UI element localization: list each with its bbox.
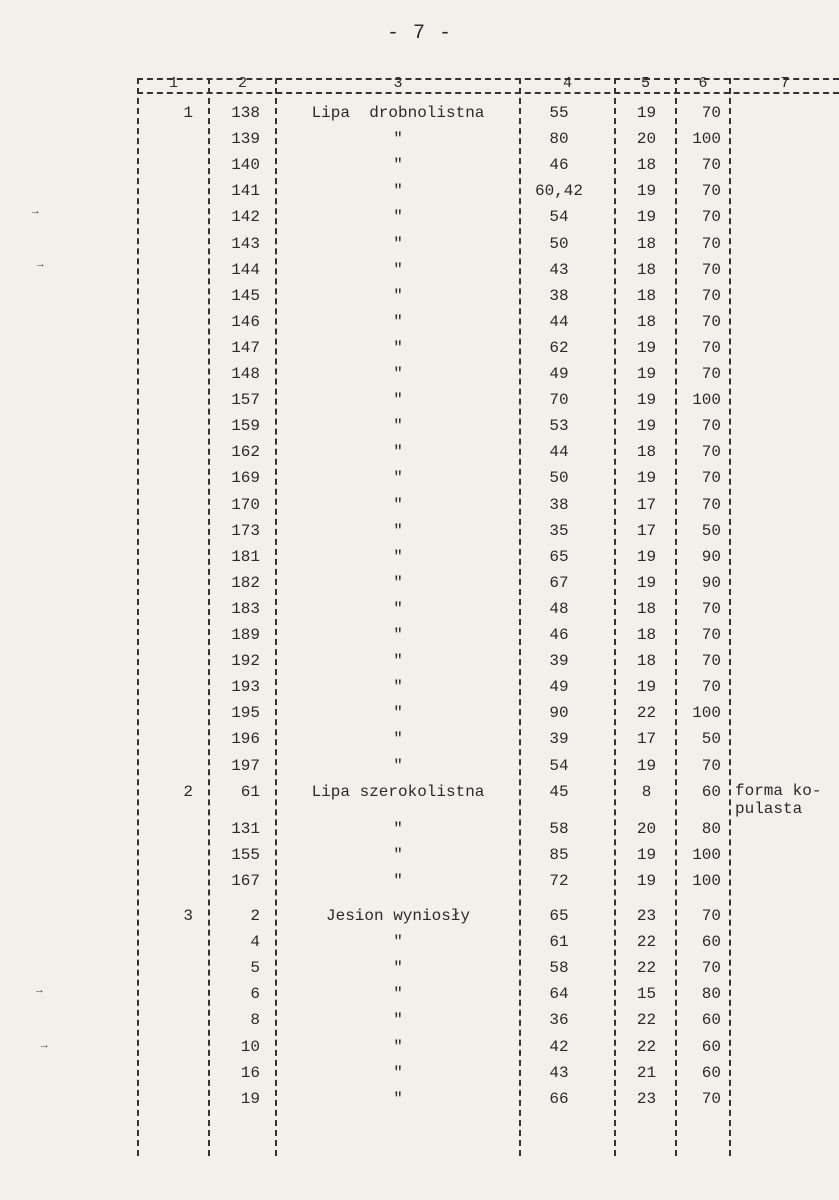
height-cell: 17 (636, 496, 657, 514)
condition-cell: 70 (701, 443, 721, 461)
tree-number-cell: 16 (240, 1064, 260, 1082)
condition-cell: 90 (701, 574, 721, 592)
circumference-cell: 50 (549, 235, 569, 253)
page-number: - 7 - (386, 22, 452, 45)
circumference-cell: 48 (549, 600, 569, 618)
height-cell: 18 (636, 156, 657, 174)
tree-number-cell: 155 (231, 846, 260, 864)
circumference-cell: 61 (549, 933, 569, 951)
condition-cell: 100 (692, 846, 721, 864)
circumference-cell: 58 (549, 959, 569, 977)
height-cell: 19 (636, 417, 657, 435)
species-cell: " (393, 522, 403, 540)
circumference-cell: 46 (549, 626, 569, 644)
species-cell: " (393, 730, 403, 748)
tree-number-cell: 145 (231, 287, 260, 305)
species-cell: Lipa drobnolistna (311, 104, 485, 122)
height-cell: 18 (636, 626, 657, 644)
circumference-cell: 54 (549, 208, 569, 226)
circumference-cell: 64 (549, 985, 569, 1003)
circumference-cell: 50 (549, 469, 569, 487)
condition-cell: 70 (701, 313, 721, 331)
height-cell: 19 (636, 548, 657, 566)
column-divider (137, 78, 139, 1156)
column-header-7: 7 (780, 75, 790, 92)
column-divider (208, 78, 210, 1156)
circumference-cell: 49 (549, 678, 569, 696)
condition-cell: 80 (701, 820, 721, 838)
group-number-cell: 2 (183, 783, 193, 801)
tree-number-cell: 146 (231, 313, 260, 331)
height-cell: 19 (636, 469, 657, 487)
species-cell: " (393, 130, 403, 148)
height-cell: 23 (636, 907, 657, 925)
height-cell: 19 (636, 391, 657, 409)
condition-cell: 90 (701, 548, 721, 566)
circumference-cell: 70 (549, 391, 569, 409)
circumference-cell: 80 (549, 130, 569, 148)
circumference-cell: 39 (549, 730, 569, 748)
column-header-5: 5 (640, 75, 650, 92)
tree-number-cell: 159 (231, 417, 260, 435)
circumference-cell: 42 (549, 1038, 569, 1056)
species-cell: " (393, 820, 403, 838)
tree-number-cell: 147 (231, 339, 260, 357)
condition-cell: 70 (701, 417, 721, 435)
height-cell: 22 (636, 959, 657, 977)
height-cell: 21 (636, 1064, 657, 1082)
column-header-2: 2 (237, 75, 247, 92)
circumference-cell: 65 (549, 548, 569, 566)
species-cell: Lipa szerokolistna (311, 783, 485, 801)
height-cell: 19 (636, 872, 657, 890)
species-cell: " (393, 443, 403, 461)
circumference-cell: 54 (549, 757, 569, 775)
condition-cell: 70 (701, 600, 721, 618)
margin-mark: → (41, 1040, 48, 1052)
tree-number-cell: 143 (231, 235, 260, 253)
species-cell: " (393, 339, 403, 357)
height-cell: 19 (636, 104, 657, 122)
height-cell: 15 (636, 985, 657, 1003)
height-cell: 20 (636, 130, 657, 148)
tree-number-cell: 4 (250, 933, 260, 951)
species-cell: " (393, 469, 403, 487)
height-cell: 18 (636, 652, 657, 670)
condition-cell: 70 (701, 959, 721, 977)
height-cell: 22 (636, 933, 657, 951)
margin-mark: → (36, 985, 43, 997)
condition-cell: 80 (701, 985, 721, 1003)
species-cell: " (393, 417, 403, 435)
circumference-cell: 62 (549, 339, 569, 357)
species-cell: " (393, 600, 403, 618)
column-header-4: 4 (562, 75, 572, 92)
tree-number-cell: 170 (231, 496, 260, 514)
circumference-cell: 66 (549, 1090, 569, 1108)
circumference-cell: 38 (549, 287, 569, 305)
height-cell: 8 (641, 783, 652, 801)
height-cell: 19 (636, 365, 657, 383)
condition-cell: 70 (701, 235, 721, 253)
column-header-1: 1 (168, 75, 178, 92)
species-cell: " (393, 261, 403, 279)
tree-number-cell: 140 (231, 156, 260, 174)
tree-number-cell: 157 (231, 391, 260, 409)
circumference-cell: 35 (549, 522, 569, 540)
height-cell: 23 (636, 1090, 657, 1108)
species-cell: " (393, 846, 403, 864)
species-cell: " (393, 1090, 403, 1108)
column-header-6: 6 (698, 75, 708, 92)
height-cell: 22 (636, 1011, 657, 1029)
condition-cell: 70 (701, 1090, 721, 1108)
species-cell: " (393, 1038, 403, 1056)
tree-number-cell: 192 (231, 652, 260, 670)
height-cell: 19 (636, 182, 657, 200)
species-cell: " (393, 156, 403, 174)
circumference-cell: 43 (549, 261, 569, 279)
circumference-cell: 85 (549, 846, 569, 864)
circumference-cell: 44 (549, 313, 569, 331)
condition-cell: 100 (692, 872, 721, 890)
column-divider (729, 78, 731, 1156)
tree-number-cell: 189 (231, 626, 260, 644)
tree-number-cell: 144 (231, 261, 260, 279)
tree-number-cell: 162 (231, 443, 260, 461)
species-cell: " (393, 704, 403, 722)
header-bottom-rule (137, 92, 839, 94)
condition-cell: 70 (701, 652, 721, 670)
tree-number-cell: 61 (240, 783, 260, 801)
circumference-cell: 36 (549, 1011, 569, 1029)
height-cell: 19 (636, 339, 657, 357)
circumference-cell: 58 (549, 820, 569, 838)
circumference-cell: 43 (549, 1064, 569, 1082)
condition-cell: 70 (701, 339, 721, 357)
height-cell: 18 (636, 443, 657, 461)
tree-number-cell: 167 (231, 872, 260, 890)
tree-number-cell: 142 (231, 208, 260, 226)
height-cell: 19 (636, 846, 657, 864)
species-cell: " (393, 287, 403, 305)
species-cell: " (393, 678, 403, 696)
species-cell: " (393, 548, 403, 566)
condition-cell: 60 (701, 933, 721, 951)
tree-number-cell: 197 (231, 757, 260, 775)
species-cell: " (393, 1064, 403, 1082)
column-divider (675, 78, 677, 1156)
condition-cell: 70 (701, 365, 721, 383)
condition-cell: 70 (701, 907, 721, 925)
species-cell: " (393, 933, 403, 951)
circumference-cell: 44 (549, 443, 569, 461)
height-cell: 19 (636, 208, 657, 226)
tree-number-cell: 193 (231, 678, 260, 696)
species-cell: " (393, 757, 403, 775)
condition-cell: 50 (701, 522, 721, 540)
condition-cell: 70 (701, 261, 721, 279)
tree-number-cell: 10 (240, 1038, 260, 1056)
height-cell: 20 (636, 820, 657, 838)
circumference-cell: 90 (549, 704, 569, 722)
condition-cell: 70 (701, 496, 721, 514)
margin-mark: → (32, 206, 39, 218)
height-cell: 18 (636, 313, 657, 331)
condition-cell: 70 (701, 104, 721, 122)
tree-number-cell: 2 (250, 907, 260, 925)
circumference-cell: 45 (549, 783, 569, 801)
species-cell: " (393, 652, 403, 670)
group-number-cell: 3 (183, 907, 193, 925)
species-cell: " (393, 959, 403, 977)
species-cell: " (393, 626, 403, 644)
tree-number-cell: 19 (240, 1090, 260, 1108)
circumference-cell: 38 (549, 496, 569, 514)
circumference-cell: 49 (549, 365, 569, 383)
tree-number-cell: 169 (231, 469, 260, 487)
tree-number-cell: 181 (231, 548, 260, 566)
height-cell: 18 (636, 600, 657, 618)
circumference-cell: 55 (549, 104, 569, 122)
tree-number-cell: 5 (250, 959, 260, 977)
group-number-cell: 1 (183, 104, 193, 122)
condition-cell: 70 (701, 626, 721, 644)
column-header-3: 3 (393, 75, 403, 92)
tree-number-cell: 138 (231, 104, 260, 122)
species-cell: " (393, 182, 403, 200)
height-cell: 17 (636, 730, 657, 748)
condition-cell: 70 (701, 182, 721, 200)
tree-number-cell: 196 (231, 730, 260, 748)
species-cell: " (393, 574, 403, 592)
species-cell: Jesion wyniosły (325, 907, 471, 925)
height-cell: 18 (636, 287, 657, 305)
species-cell: " (393, 235, 403, 253)
margin-mark: → (37, 259, 44, 271)
condition-cell: 70 (701, 287, 721, 305)
circumference-cell: 67 (549, 574, 569, 592)
condition-cell: 100 (692, 704, 721, 722)
height-cell: 19 (636, 757, 657, 775)
circumference-cell: 46 (549, 156, 569, 174)
tree-number-cell: 131 (231, 820, 260, 838)
species-cell: " (393, 985, 403, 1003)
remarks-cell: forma ko- pulasta (735, 782, 822, 818)
species-cell: " (393, 1011, 403, 1029)
tree-number-cell: 148 (231, 365, 260, 383)
circumference-cell: 72 (549, 872, 569, 890)
height-cell: 22 (636, 1038, 657, 1056)
condition-cell: 60 (701, 1064, 721, 1082)
height-cell: 19 (636, 678, 657, 696)
condition-cell: 60 (701, 1038, 721, 1056)
circumference-cell: 60,42 (534, 182, 583, 200)
height-cell: 22 (636, 704, 657, 722)
tree-number-cell: 8 (250, 1011, 260, 1029)
condition-cell: 60 (701, 1011, 721, 1029)
condition-cell: 70 (701, 156, 721, 174)
circumference-cell: 39 (549, 652, 569, 670)
species-cell: " (393, 365, 403, 383)
column-divider (275, 78, 277, 1156)
tree-number-cell: 173 (231, 522, 260, 540)
column-divider (614, 78, 616, 1156)
tree-number-cell: 182 (231, 574, 260, 592)
tree-number-cell: 183 (231, 600, 260, 618)
column-divider (519, 78, 521, 1156)
condition-cell: 70 (701, 469, 721, 487)
height-cell: 17 (636, 522, 657, 540)
tree-number-cell: 6 (250, 985, 260, 1003)
species-cell: " (393, 313, 403, 331)
species-cell: " (393, 391, 403, 409)
condition-cell: 70 (701, 208, 721, 226)
tree-number-cell: 141 (231, 182, 260, 200)
tree-number-cell: 139 (231, 130, 260, 148)
condition-cell: 100 (692, 130, 721, 148)
condition-cell: 70 (701, 757, 721, 775)
height-cell: 18 (636, 235, 657, 253)
condition-cell: 50 (701, 730, 721, 748)
species-cell: " (393, 496, 403, 514)
species-cell: " (393, 872, 403, 890)
condition-cell: 70 (701, 678, 721, 696)
circumference-cell: 53 (549, 417, 569, 435)
condition-cell: 60 (701, 783, 721, 801)
circumference-cell: 65 (549, 907, 569, 925)
condition-cell: 100 (692, 391, 721, 409)
tree-number-cell: 195 (231, 704, 260, 722)
species-cell: " (393, 208, 403, 226)
height-cell: 18 (636, 261, 657, 279)
height-cell: 19 (636, 574, 657, 592)
